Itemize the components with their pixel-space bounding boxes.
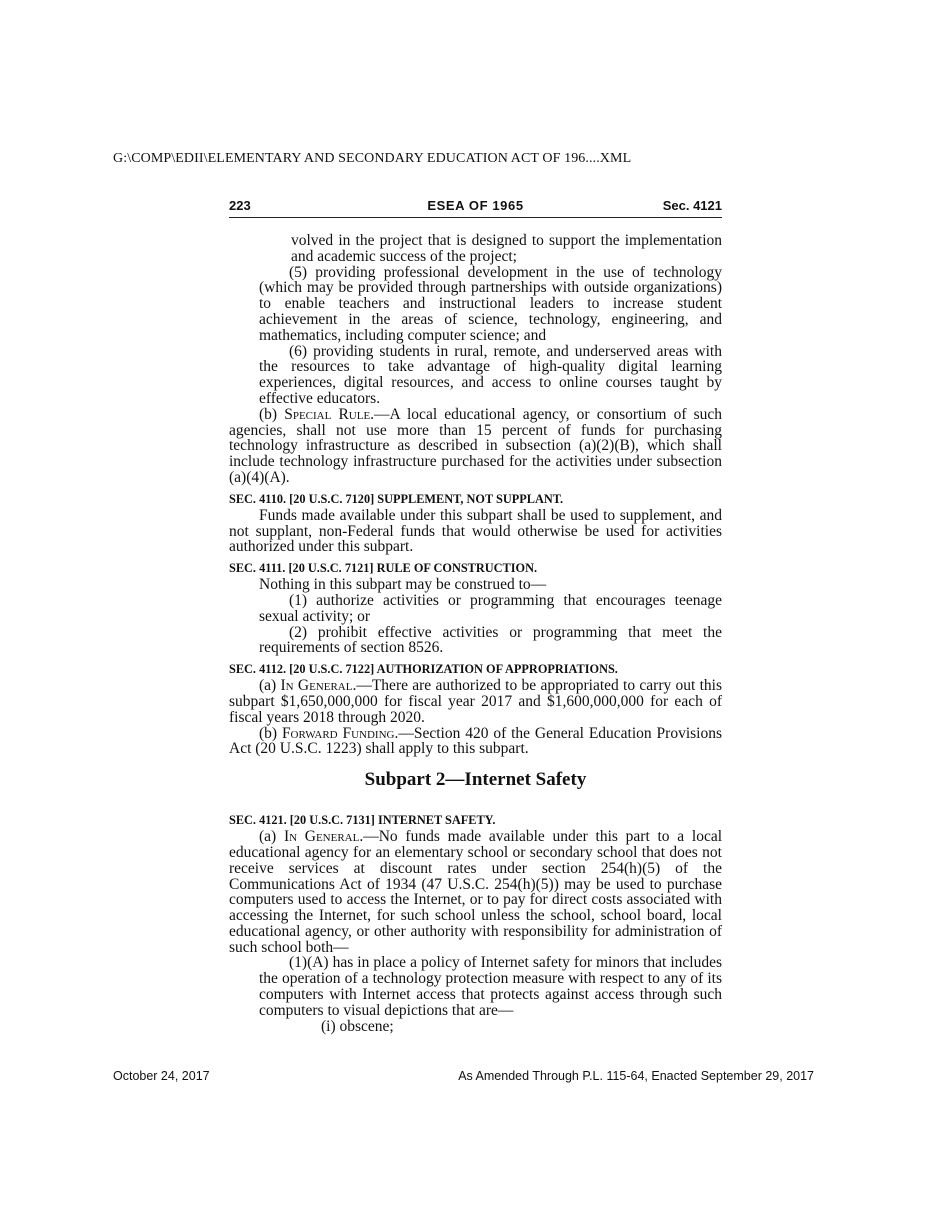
paragraph-4111-intro: Nothing in this subpart may be construed to— (259, 576, 547, 594)
text: .—There are authorized to be appropriated to carry out this subpart $1,650,000,000 for fiscal year 2017 and $1,600,000,000 for each of fiscal years 2018 through 2020. (229, 677, 723, 726)
caption: Forward Funding (281, 724, 395, 742)
caption: In General (283, 828, 360, 846)
running-head (229, 198, 722, 218)
section-heading-4121: SEC. 4121. [20 U.S.C. 7131] INTERNET SAFETY. (229, 813, 496, 828)
label: (b) (259, 405, 285, 423)
paragraph-4111-1: (1) authorize activities or programming that encourages teenage sexual activity; or (259, 591, 722, 625)
caption: Special Rule (284, 405, 371, 423)
section-heading-4112: SEC. 4112. [20 U.S.C. 7122] AUTHORIZATION OF APPROPRIATIONS. (229, 662, 618, 677)
caption: In General (280, 677, 353, 695)
paragraph-4112-b (229, 726, 722, 758)
document-body (229, 233, 722, 1034)
paragraph-4121-i: (i) obscene; (321, 1017, 394, 1035)
paragraph-4111-2: (2) prohibit effective activities or programming that meet the requirements of section 8526. (259, 623, 722, 657)
section-heading-4110: SEC. 4110. [20 U.S.C. 7120] SUPPLEMENT, NOT SUPPLANT. (229, 491, 564, 506)
text: .—Section 420 of the General Education Provisions Act (20 U.S.C. 1223) shall apply to this subpart. (229, 724, 722, 758)
page-number: 223 (229, 198, 251, 213)
paragraph-4110: Funds made available under this subpart shall be used to supplement, and not supplant, non-Federal funds that would otherwise be used for activities authorized under this subpart. (229, 506, 722, 556)
file-path: G:\COMP\EDII\ELEMENTARY AND SECONDARY EDUCATION ACT OF 196....XML (113, 151, 632, 166)
footer-date: October 24, 2017 (113, 1069, 210, 1083)
running-head-title: ESEA OF 1965 (427, 198, 524, 213)
running-head-section: Sec. 4121 (662, 198, 722, 213)
text: .—A local educational agency, or consortium of such agencies, shall not use more than 15 percent of funds for purchasing technology infrastructure as described in subsection (a)(2)(B), which shall include technology infrastructure purchased for the activities under subsection (a)(4)(A). (229, 405, 723, 486)
label: (a) (259, 828, 284, 846)
paragraph-item-5: (5) providing professional development in the use of technology (which may be provided through partnerships with outside organizations) to enable teachers and instructional leaders to increase student achievement in the areas of science, technology, engineering, and mathematics, including computer science; and (259, 263, 722, 344)
label: (b) (259, 724, 282, 742)
paragraph-4121-1A: (1)(A) has in place a policy of Internet safety for minors that includes the operation of a technology protection measure with respect to any of its computers with Internet access that protects against access through such computers to visual depictions that are— (259, 954, 722, 1019)
paragraph-item-6: (6) providing students in rural, remote, and underserved areas with the resources to take advantage of high-quality digital learning experiences, digital resources, and access to online courses taught by effective educators. (259, 342, 722, 407)
paragraph-4121-a (229, 829, 722, 955)
paragraph-continuation: volved in the project that is designed to support the implementation and academic success of the project; (291, 232, 722, 265)
label: (a) (259, 677, 281, 695)
paragraph-4112-a (229, 678, 722, 725)
footer-amended: As Amended Through P.L. 115-64, Enacted September 29, 2017 (458, 1069, 814, 1083)
section-heading-4111: SEC. 4111. [20 U.S.C. 7121] RULE OF CONSTRUCTION. (229, 561, 538, 576)
paragraph-special-rule (229, 407, 722, 486)
subpart-title: Subpart 2—Internet Safety (364, 769, 587, 791)
text: .—No funds made available under this part to a local educational agency for an elementary school or secondary school that does not receive services at discount rates under section 254(h)(5) of the Communications Act of 1934 (47 U.S.C. 254(h)(5)) may be used to purchase computers used to access the Internet, or to pay for direct costs associated with accessing the Internet, for such school unless the school, school board, local educational agency, or other authority with responsibility for administration of such school both— (229, 828, 723, 956)
